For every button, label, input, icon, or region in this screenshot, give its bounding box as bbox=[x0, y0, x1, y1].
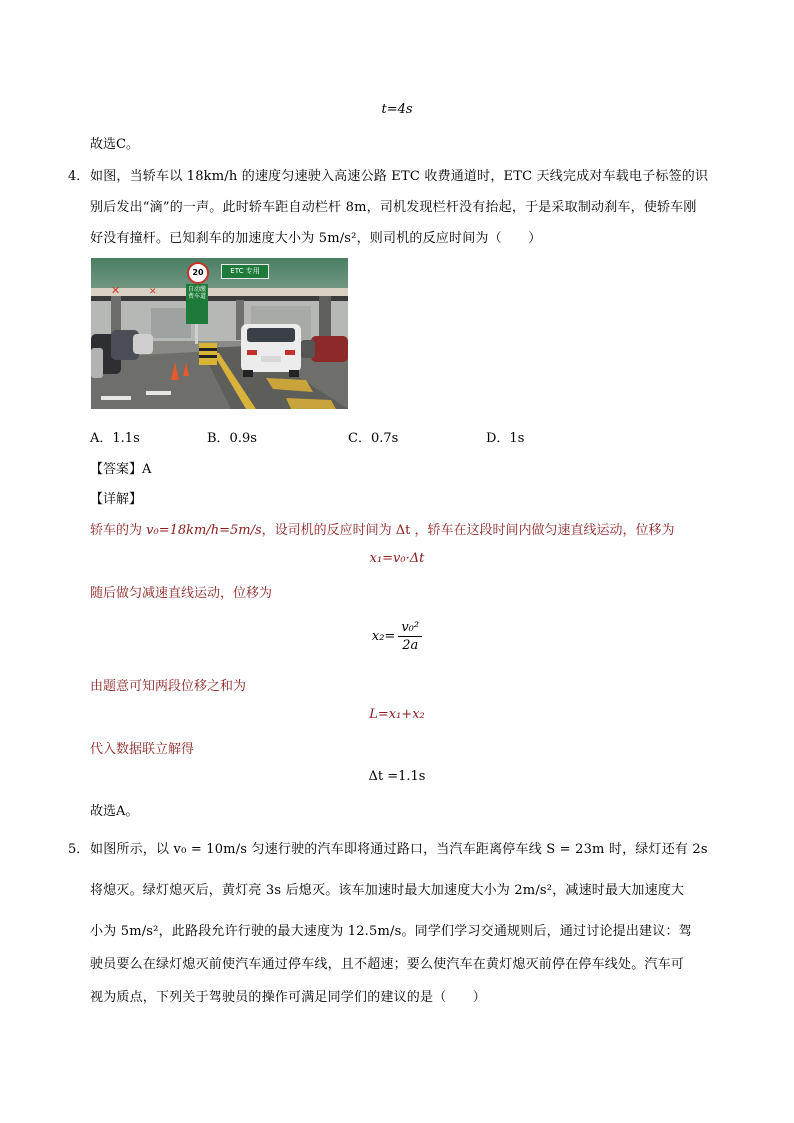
option-d: D．1s bbox=[486, 431, 525, 446]
solution-line-4: 代入数据联立解得 bbox=[90, 742, 195, 757]
question-5-line-1: 如图所示，以 v₀ = 10m/s 匀速行驶的汽车即将通过路口，当汽车距离停车线 S = 23m 时，绿灯还有 2s bbox=[90, 842, 708, 857]
option-b: B．0.9s bbox=[207, 431, 257, 446]
lane-sign: 自动缴费车道 bbox=[186, 284, 208, 324]
solution-line-1-v: v₀=18km/h=5m/s bbox=[146, 523, 262, 538]
equation-delta-t: Δt =1.1s bbox=[368, 769, 426, 784]
etc-lane-sign: ETC 专用 bbox=[221, 264, 269, 279]
detail-label: 【详解】 bbox=[90, 492, 143, 507]
solution-line-1-a: 轿车的为 bbox=[90, 523, 147, 538]
equation-t: t=4s bbox=[381, 102, 413, 117]
solution-line-1 bbox=[90, 519, 675, 538]
equation-x2 bbox=[0, 620, 794, 653]
question-5-line-5: 视为质点，下列关于驾驶员的操作可满足同学们的建议的是（ ） bbox=[90, 990, 487, 1005]
option-a: A．1.1s bbox=[90, 431, 140, 446]
conclusion: 故选A。 bbox=[90, 804, 139, 819]
solution-line-3: 由题意可知两段位移之和为 bbox=[90, 679, 247, 694]
question-5-line-3: 小为 5m/s²，此路段允许行驶的最大速度为 12.5m/s。同学们学习交通规则后，通过讨论提出建议：驾 bbox=[90, 924, 692, 939]
equation-x1: x₁=v₀·Δt bbox=[369, 551, 425, 566]
etc-toll-photo bbox=[91, 258, 348, 409]
equation-x2-numerator: v₀² bbox=[398, 620, 422, 637]
equation-x2-denominator: 2a bbox=[402, 638, 419, 653]
solution-line-1-b: ，设司机的反应时间为 Δt ，轿车在这段时间内做匀速直线运动，位移为 bbox=[261, 523, 675, 538]
question-4-line-2: 别后发出“滴”的一声。此时轿车距自动栏杆 8m，司机发现栏杆没有抬起，于是采取制动刹车，使轿车刚 bbox=[90, 200, 697, 215]
speed-limit-sign: 20 bbox=[187, 262, 209, 284]
etc-toll-scene bbox=[91, 258, 348, 409]
question-5-line-4: 驶员要么在绿灯熄灭前使汽车通过停车线，且不超速；要么使汽车在黄灯熄灭前停在停车线处。汽车可 bbox=[90, 957, 685, 972]
equation-x2-lhs: x₂= bbox=[371, 629, 396, 644]
question-5-line-2: 将熄灭。绿灯熄灭后，黄灯亮 3s 后熄灭。该车加速时最大加速度大小为 2m/s²，减速时最大加速度大 bbox=[90, 883, 685, 898]
equation-x2-fraction bbox=[398, 620, 422, 653]
equation-L: L=x₁+x₂ bbox=[369, 707, 425, 722]
solution-line-2: 随后做匀减速直线运动，位移为 bbox=[90, 586, 273, 601]
previous-answer-choice: 故选C。 bbox=[90, 137, 139, 152]
question-4-line-3: 好没有撞杆。已知刹车的加速度大小为 5m/s²，则司机的反应时间为（ ） bbox=[90, 231, 542, 246]
svg-text:✕: ✕ bbox=[149, 287, 157, 297]
option-c: C．0.7s bbox=[348, 431, 399, 446]
svg-text:✕: ✕ bbox=[111, 284, 121, 297]
answer-label: 【答案】A bbox=[90, 462, 152, 477]
question-5-number: 5． bbox=[68, 842, 90, 857]
question-4-line-1: 如图，当轿车以 18km/h 的速度匀速驶入高速公路 ETC 收费通道时，ETC 天线完成对车载电子标签的识 bbox=[90, 169, 709, 184]
question-4-number: 4． bbox=[68, 169, 90, 184]
